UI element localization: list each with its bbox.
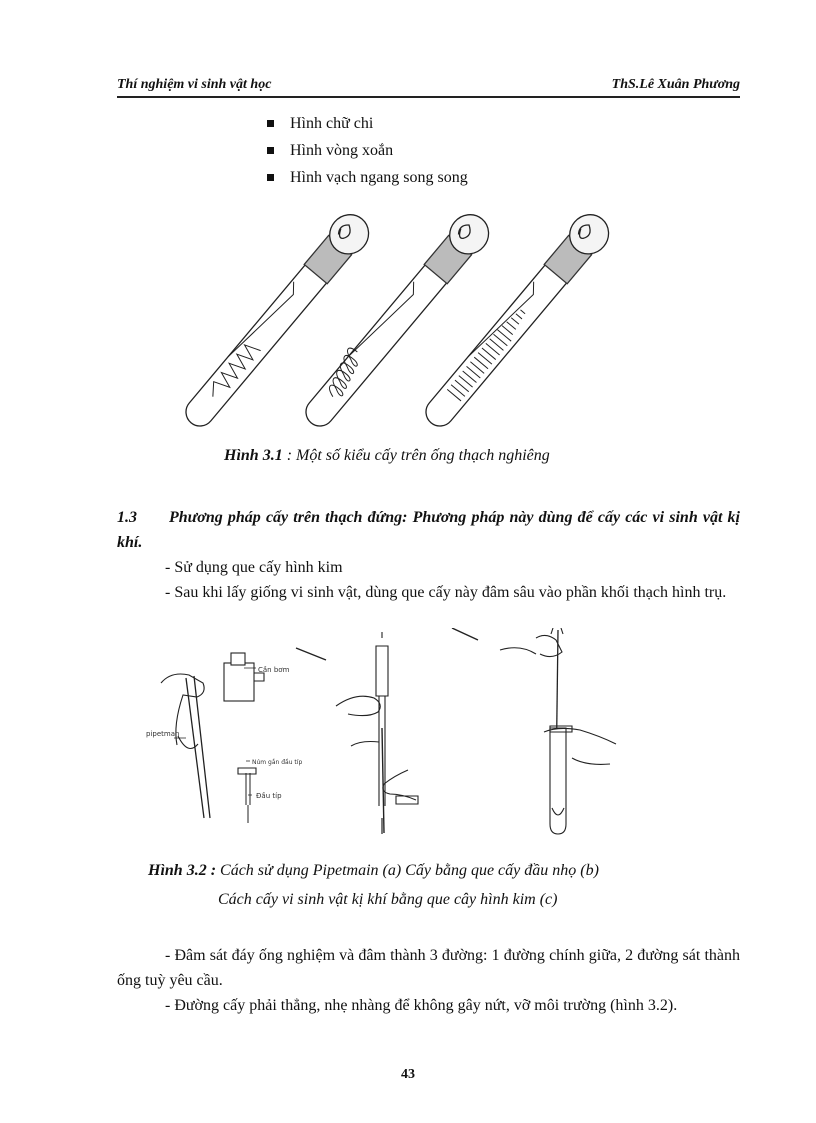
figure-3-2-caption-line-1 <box>148 862 599 880</box>
list-item: Hình vòng xoắn <box>266 137 468 164</box>
label-pipetman: pipetman <box>146 730 180 738</box>
caption-text: : Một số kiểu cấy trên ống thạch nghiêng <box>282 447 550 464</box>
section-heading <box>117 505 740 555</box>
page-header <box>117 76 740 98</box>
page-number: 43 <box>401 1067 415 1082</box>
section-number: 1.3 <box>117 509 137 526</box>
figure-3-1-test-tubes <box>140 192 610 437</box>
paragraph: - Sau khi lấy giống vi sinh vật, dùng que cấy này đâm sâu vào phần khối thạch hình trụ. <box>165 584 727 601</box>
caption-text: Cách sử dụng Pipetmain (a) Cấy bằng que cấy đầu nhọ (b) <box>216 862 599 879</box>
label-tip: Đầu típ <box>256 792 282 800</box>
section-title: Phương pháp cấy trên thạch đứng: Phương pháp này dùng để cấy các vi sinh vật kị khí. <box>117 509 740 551</box>
panel-b-pointed-loop <box>336 632 418 834</box>
tube-zigzag <box>176 207 376 435</box>
panel-c-needle-inoculation <box>452 628 616 834</box>
figure-3-2-caption-line-2: Cách cấy vi sinh vật kị khí bằng que cây hình kim (c) <box>218 891 558 908</box>
list-item: Hình chữ chi <box>266 110 468 137</box>
paragraph: - Sử dụng que cấy hình kim <box>165 559 343 576</box>
culture-pattern-list <box>266 110 468 191</box>
label-tip-mount: Núm gắn đầu típ <box>252 759 303 766</box>
figure-3-1-caption <box>224 447 550 465</box>
header-author: ThS.Lê Xuân Phương <box>611 77 740 92</box>
list-item: Hình vạch ngang song song <box>266 164 468 191</box>
panel-a-pipetman <box>146 648 326 823</box>
figure-label: Hình 3.2 : <box>148 862 217 879</box>
figure-3-2-illustration <box>146 628 666 838</box>
figure-label: Hình 3.1 <box>224 447 283 464</box>
header-left-title: Thí nghiệm vi sinh vật học <box>117 77 272 92</box>
label-plunger: Cần bơm <box>258 666 290 674</box>
paragraph: - Đâm sát đáy ống nghiệm và đâm thành 3 đường: 1 đường chính giữa, 2 đường sát thành ống tuỳ yêu cầu. <box>117 947 740 989</box>
paragraph: - Đường cấy phải thẳng, nhẹ nhàng để không gây nứt, vỡ môi trường (hình 3.2). <box>165 997 678 1014</box>
